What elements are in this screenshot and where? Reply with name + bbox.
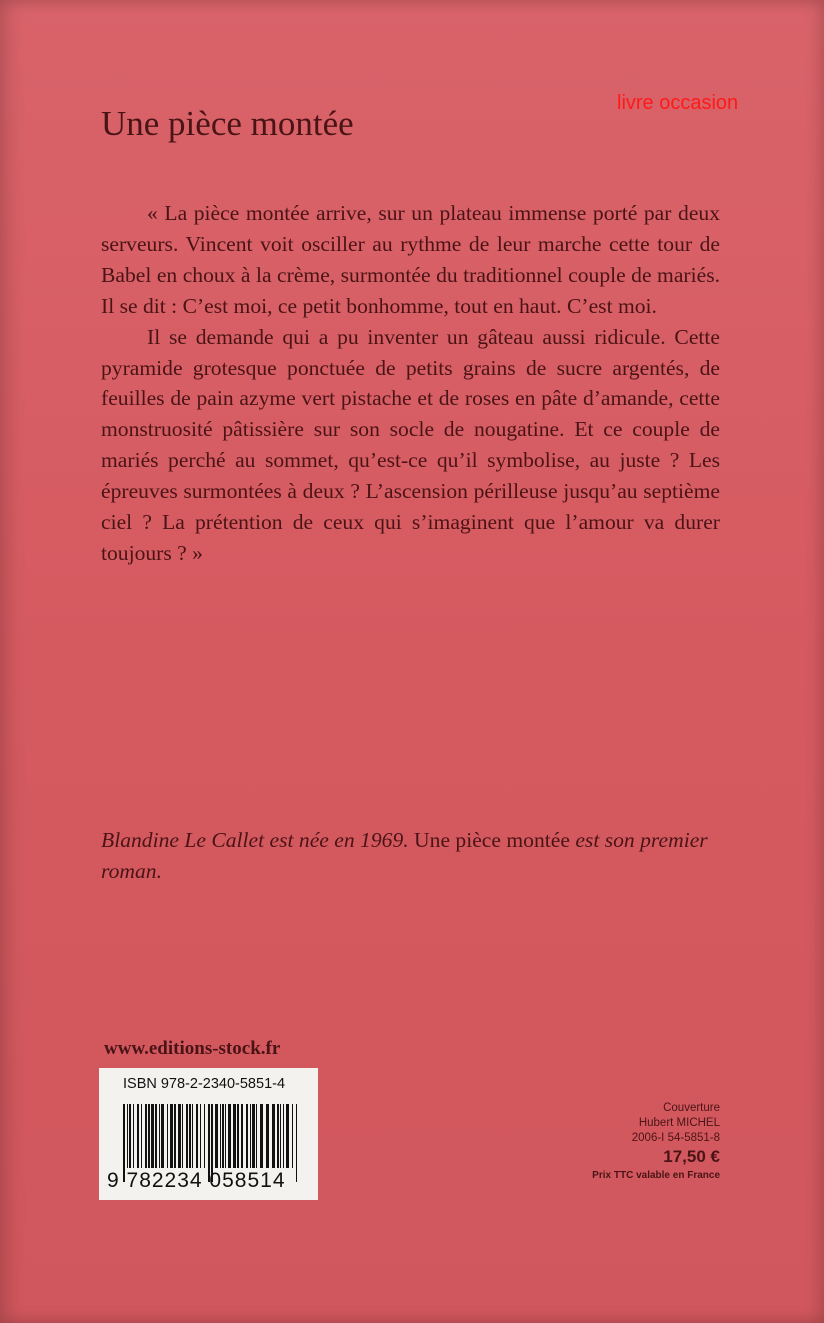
barcode-bar <box>192 1104 193 1168</box>
barcode-bar <box>159 1104 160 1168</box>
barcode-bar <box>186 1104 188 1168</box>
isbn-text: ISBN 978-2-2340-5851-4 <box>123 1076 286 1092</box>
barcode-bar <box>283 1104 284 1168</box>
barcode-bar <box>145 1104 147 1168</box>
barcode-bar <box>225 1104 226 1168</box>
barcode-bar <box>277 1104 279 1168</box>
barcode-bar <box>220 1104 221 1168</box>
used-book-label: livre occasion <box>617 92 739 114</box>
barcode-bar <box>228 1104 231 1168</box>
barcode-bar <box>280 1104 281 1168</box>
publisher-url: www.editions-stock.fr <box>104 1038 281 1059</box>
barcode-digits: 9 782234 058514 <box>107 1169 286 1192</box>
barcode-bar <box>266 1104 269 1168</box>
barcode-bar <box>189 1104 191 1168</box>
excerpt <box>101 198 720 569</box>
barcode-label <box>99 1068 318 1200</box>
barcode-bar <box>215 1104 218 1168</box>
catalog-code: 2006-I 54-5851-8 <box>631 1132 720 1144</box>
barcode-bar <box>129 1104 131 1168</box>
barcode-bar <box>127 1104 128 1168</box>
excerpt-paragraph: Il se demande qui a pu inventer un gâteau aussi ridicule. Cette pyramide grotesque ponctuée de petits grains de sucre argentés, de feuilles de pain azyme vert pistache et de roses en pâte d’amande, cette monstruosité pâtissière sur son socle de nougatine. Et ce couple de mariés perché au sommet, qu’est-ce qu’il symbolise, au juste ? Les épreuves surmontées à deux ? L’ascension périlleuse jusqu’au septième ciel ? La prétention de ceux qui s’imaginent que l’amour va durer toujours ? » <box>101 324 720 565</box>
book-title: Une pièce montée <box>101 104 354 143</box>
cover-label: Couverture <box>663 1102 720 1114</box>
price-info <box>592 1101 720 1183</box>
barcode-bar <box>246 1104 248 1168</box>
barcode-bar <box>148 1104 150 1168</box>
barcode-bar <box>161 1104 164 1168</box>
barcode-bar <box>233 1104 236 1168</box>
barcode-bar <box>256 1104 257 1168</box>
barcode-bar <box>196 1104 198 1168</box>
bio-book-title: Une pièce montée <box>408 828 576 852</box>
barcode-bar <box>133 1104 134 1168</box>
barcode-bar <box>250 1104 251 1168</box>
barcode-bar <box>241 1104 243 1168</box>
barcode-bar <box>174 1104 176 1168</box>
barcode-bar <box>252 1104 255 1168</box>
barcode-bar <box>286 1104 289 1168</box>
barcode-bar <box>292 1104 293 1168</box>
barcode-bar <box>200 1104 201 1168</box>
barcode-bar <box>167 1104 168 1168</box>
barcode-bar <box>222 1104 224 1168</box>
bio-part: Blandine Le Callet est née en 1969. <box>101 828 409 852</box>
excerpt-paragraph: « La pièce montée arrive, sur un plateau immense porté par deux serveurs. Vincent voit osciller au rythme de leur marche cette tour de Babel en choux à la crème, surmontée du traditionnel couple de mariés. Il se dit : C’est moi, ce petit bonhomme, tout en haut. C’est moi. <box>101 201 720 318</box>
barcode-bar <box>178 1104 181 1168</box>
barcode-bar <box>272 1104 275 1168</box>
cover-artist: Hubert MICHEL <box>638 1117 720 1129</box>
barcode-bar <box>260 1104 263 1168</box>
bio-part: est son premier roman. <box>101 828 708 883</box>
barcode-bar <box>155 1104 157 1168</box>
barcode-bar <box>204 1104 205 1168</box>
price-note: Prix TTC valable en France <box>592 1170 720 1181</box>
barcode-bar <box>151 1104 154 1168</box>
barcode-bar <box>141 1104 142 1168</box>
barcode-bar <box>296 1104 297 1182</box>
author-bio <box>101 825 720 887</box>
barcode-bar <box>170 1104 173 1168</box>
barcode-bar <box>237 1104 239 1168</box>
price: 17,50 € <box>663 1147 720 1166</box>
barcode-bar <box>137 1104 139 1168</box>
barcode-bar <box>182 1104 183 1168</box>
